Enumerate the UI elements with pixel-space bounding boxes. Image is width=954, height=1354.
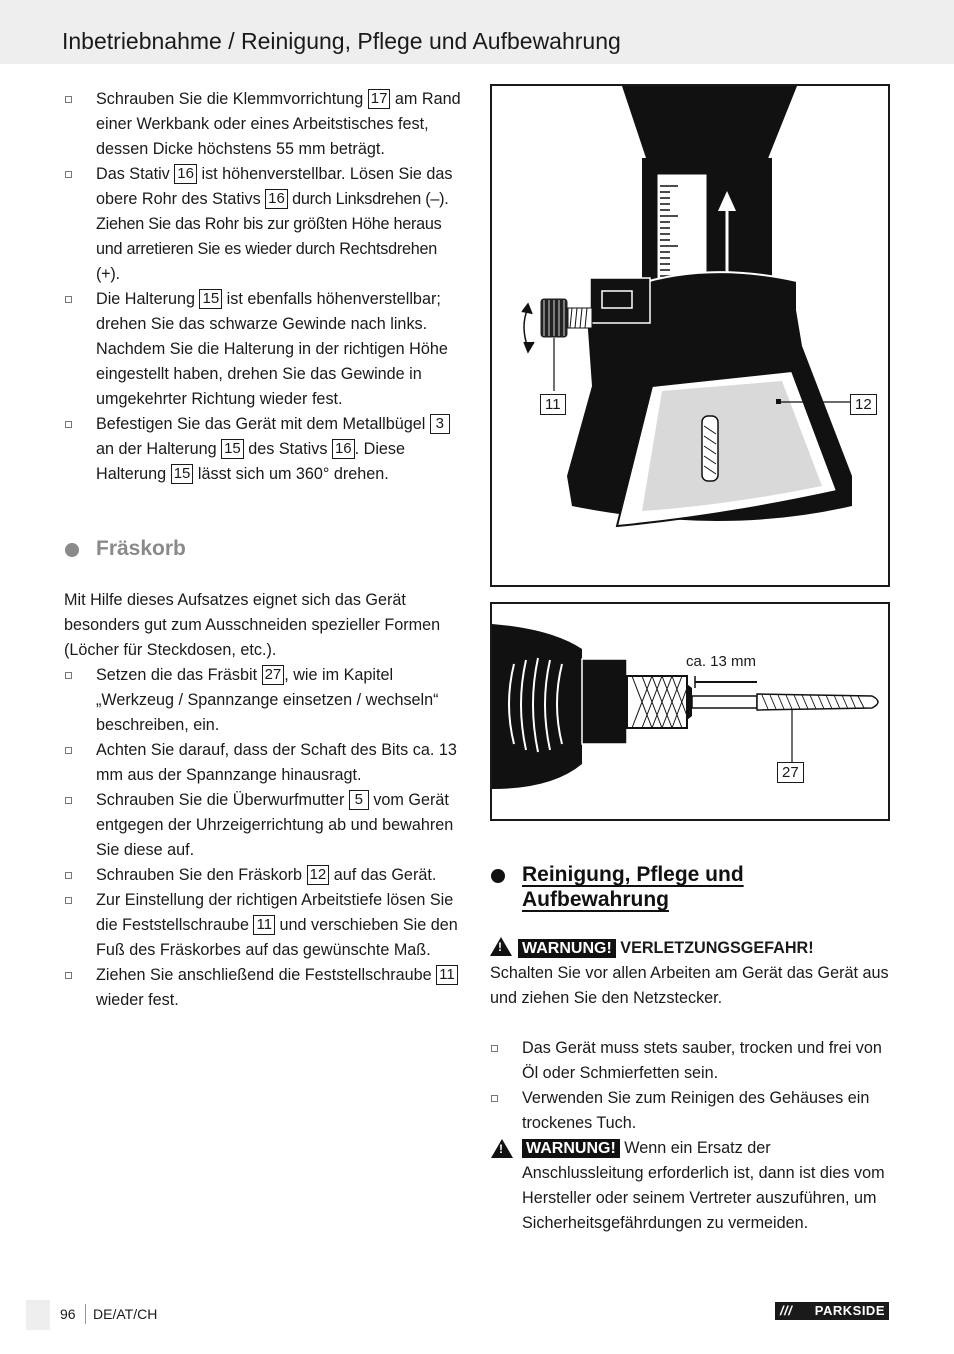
callout-27: 27: [777, 762, 804, 783]
section-heading-fraeskorb: Fräskorb: [64, 536, 464, 561]
right-column: [490, 862, 892, 1236]
callout-12: 12: [850, 394, 877, 415]
figure-collet-bit: [490, 602, 890, 821]
checkbox-bullet-icon: [65, 747, 72, 754]
list-item: Das Gerät muss stets sauber, trocken und frei von Öl oder Schmierfetten sein.: [490, 1036, 892, 1086]
checkbox-bullet-icon: [65, 872, 72, 879]
list-item: Setzen die das Fräsbit 27 , wie im Kapitel „Werkzeug / Spannzange einsetzen / wechseln“ beschreiben, ein.: [64, 663, 464, 738]
footer-locale: DE/AT/CH: [93, 1306, 158, 1322]
warning-label: WARNUNG!: [518, 939, 616, 958]
part-number: 5: [349, 790, 369, 810]
list-item: Schrauben Sie die Überwurfmutter 5 vom Gerät entgegen der Uhrzeigerrichtung ab und bewahren Sie diese auf.: [64, 788, 464, 863]
checkbox-bullet-icon: [491, 1095, 498, 1102]
list-item: Die Halterung 15 ist ebenfalls höhenverstellbar; drehen Sie das schwarze Gewinde nach links. Nachdem Sie die Halterung in der richtigen Höhe eingestellt haben, drehen Sie das Gewinde in umgekehrter Richtung wieder fest.: [64, 287, 464, 412]
warning-label: WARNUNG!: [522, 1139, 620, 1158]
list-item: Das Stativ 16 ist höhenverstellbar. Lösen Sie das obere Rohr des Stativs 16 durch Linksdrehen (–). Ziehen Sie das Rohr bis zur größten Höhe heraus und arretieren Sie es wieder durch Rechtsdrehen (+).: [64, 162, 464, 287]
checkbox-bullet-icon: [65, 296, 72, 303]
page-number: 96: [60, 1306, 76, 1322]
part-number: 16: [174, 164, 197, 184]
rotation-arrow-icon: [522, 304, 534, 352]
part-number: 15: [221, 439, 244, 459]
footer-tab: [26, 1300, 50, 1330]
scale-label: 15: [682, 219, 699, 236]
checkbox-bullet-icon: [65, 972, 72, 979]
part-number: 15: [199, 289, 222, 309]
list-item: Verwenden Sie zum Reinigen des Gehäuses ein trockenes Tuch.: [490, 1086, 892, 1136]
checkbox-bullet-icon: [65, 421, 72, 428]
part-number: 11: [253, 915, 275, 935]
list-item: Ziehen Sie anschließend die Feststellschraube 11 wieder fest.: [64, 963, 464, 1013]
measure-label: ca. 13 mm: [686, 653, 757, 670]
part-number: 16: [265, 189, 288, 209]
checkbox-bullet-icon: [65, 672, 72, 679]
scale-label: 10: [682, 246, 699, 263]
collet-nut: [627, 676, 692, 728]
part-number: 16: [332, 439, 355, 459]
section-heading-reinigung: Reinigung, Pflege und Aufbewahrung: [490, 862, 892, 912]
checkbox-bullet-icon: [491, 1045, 498, 1052]
part-number: 27: [262, 665, 285, 685]
list-item: Befestigen Sie das Gerät mit dem Metallbügel 3 an der Halterung 15 des Stativs 16 . Diese Halterung 15 lässt sich um 360° drehen.: [64, 412, 464, 487]
brand-logo: [775, 1302, 889, 1320]
callout-11: 11: [540, 394, 566, 415]
warning-block-1: [490, 936, 892, 961]
brand-stripes: ///: [780, 1303, 793, 1318]
scale-label: 20: [682, 190, 699, 207]
warning-title: VERLETZUNGSGEFAHR!: [620, 939, 814, 957]
fraeskorb-intro: Mit Hilfe dieses Aufsatzes eignet sich das Gerät besonders gut zum Ausschneiden spezieller Formen (Löcher für Steckdosen, etc.).: [64, 591, 441, 659]
locking-screw: [540, 298, 592, 338]
bullet-dot-icon: [491, 869, 505, 883]
warning-triangle-icon: [490, 937, 512, 956]
part-number: 15: [171, 464, 194, 484]
warning-triangle-icon: [491, 1139, 513, 1158]
part-number: 12: [307, 865, 330, 885]
checkbox-bullet-icon: [65, 171, 72, 178]
part-number: 11: [436, 965, 458, 985]
left-column: [64, 87, 464, 1013]
checkbox-bullet-icon: [65, 96, 72, 103]
bullet-dot-icon: [65, 543, 79, 557]
router-base-illustration: [492, 86, 888, 585]
list-item: Zur Einstellung der richtigen Arbeitstiefe lösen Sie die Feststellschraube 11 und verschieben Sie den Fuß des Fräskorbes auf das gewünschte Maß.: [64, 888, 464, 963]
page-title: Inbetriebnahme / Reinigung, Pflege und Aufbewahrung: [62, 28, 621, 54]
collet-bit-illustration: [492, 604, 888, 819]
footer-divider: [85, 1304, 86, 1324]
part-number: 3: [430, 414, 450, 434]
warning-block-2: ! WARNUNG! Wenn ein Ersatz der Anschlussleitung erforderlich ist, dann ist dies vom Hersteller oder seinem Vertreter auszuführen, um Sicherheitsgefährdungen zu vermeiden.: [490, 1136, 892, 1236]
list-item: Schrauben Sie den Fräskorb 12 auf das Gerät.: [64, 863, 464, 888]
checkbox-bullet-icon: [65, 797, 72, 804]
brand-name: PARKSIDE: [814, 1303, 885, 1318]
figure-router-base: [490, 84, 890, 587]
checkbox-bullet-icon: [65, 897, 72, 904]
part-number: 17: [368, 89, 391, 109]
list-item: Achten Sie darauf, dass der Schaft des Bits ca. 13 mm aus der Spannzange hinausragt.: [64, 738, 464, 788]
list-item: Schrauben Sie die Klemmvorrichtung 17 am Rand einer Werkbank oder eines Arbeitstisches fest, dessen Dicke höchstens 55 mm beträgt.: [64, 87, 464, 162]
warning-text: Schalten Sie vor allen Arbeiten am Gerät das Gerät aus und ziehen Sie den Netzstecker.: [490, 964, 889, 1007]
